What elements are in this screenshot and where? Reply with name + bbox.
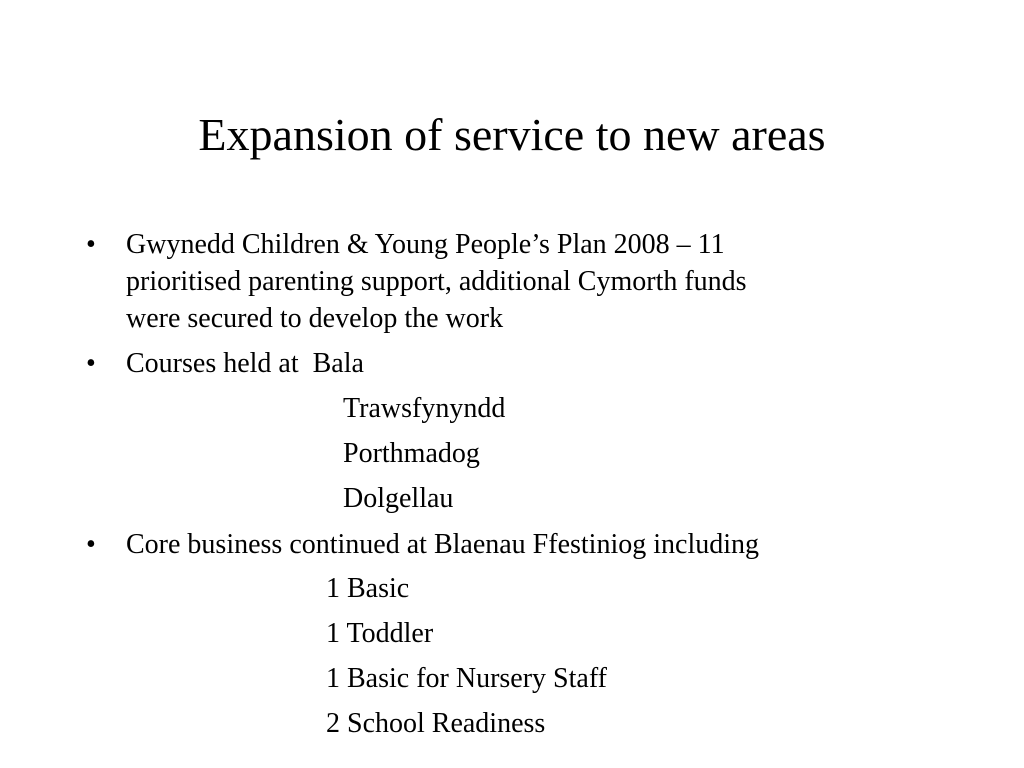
course-location-trawsfynyndd: Trawsfynyndd (343, 393, 506, 424)
course-location-porthmadog: Porthmadog (343, 438, 480, 469)
course-school-readiness: 2 School Readiness (326, 708, 546, 739)
course-basic: 1 Basic (326, 573, 410, 604)
bullet-2-line-1: Courses held at Bala (126, 348, 364, 379)
slide-title: Expansion of service to new areas (198, 109, 826, 160)
bullet-3-line-1: Core business continued at Blaenau Ffestiniog including (126, 529, 760, 560)
course-basic-nursery-staff: 1 Basic for Nursery Staff (326, 663, 607, 694)
bullet-marker: • (86, 348, 96, 379)
bullet-1-line-2: prioritised parenting support, additional Cymorth funds (126, 266, 747, 297)
bullet-1-line-3: were secured to develop the work (126, 303, 504, 334)
bullet-marker: • (86, 229, 96, 260)
bullet-1-line-1: Gwynedd Children & Young People’s Plan 2008 – 11 (126, 229, 725, 260)
course-toddler: 1 Toddler (326, 618, 434, 649)
bullet-marker: • (86, 529, 96, 560)
course-location-dolgellau: Dolgellau (343, 483, 454, 514)
